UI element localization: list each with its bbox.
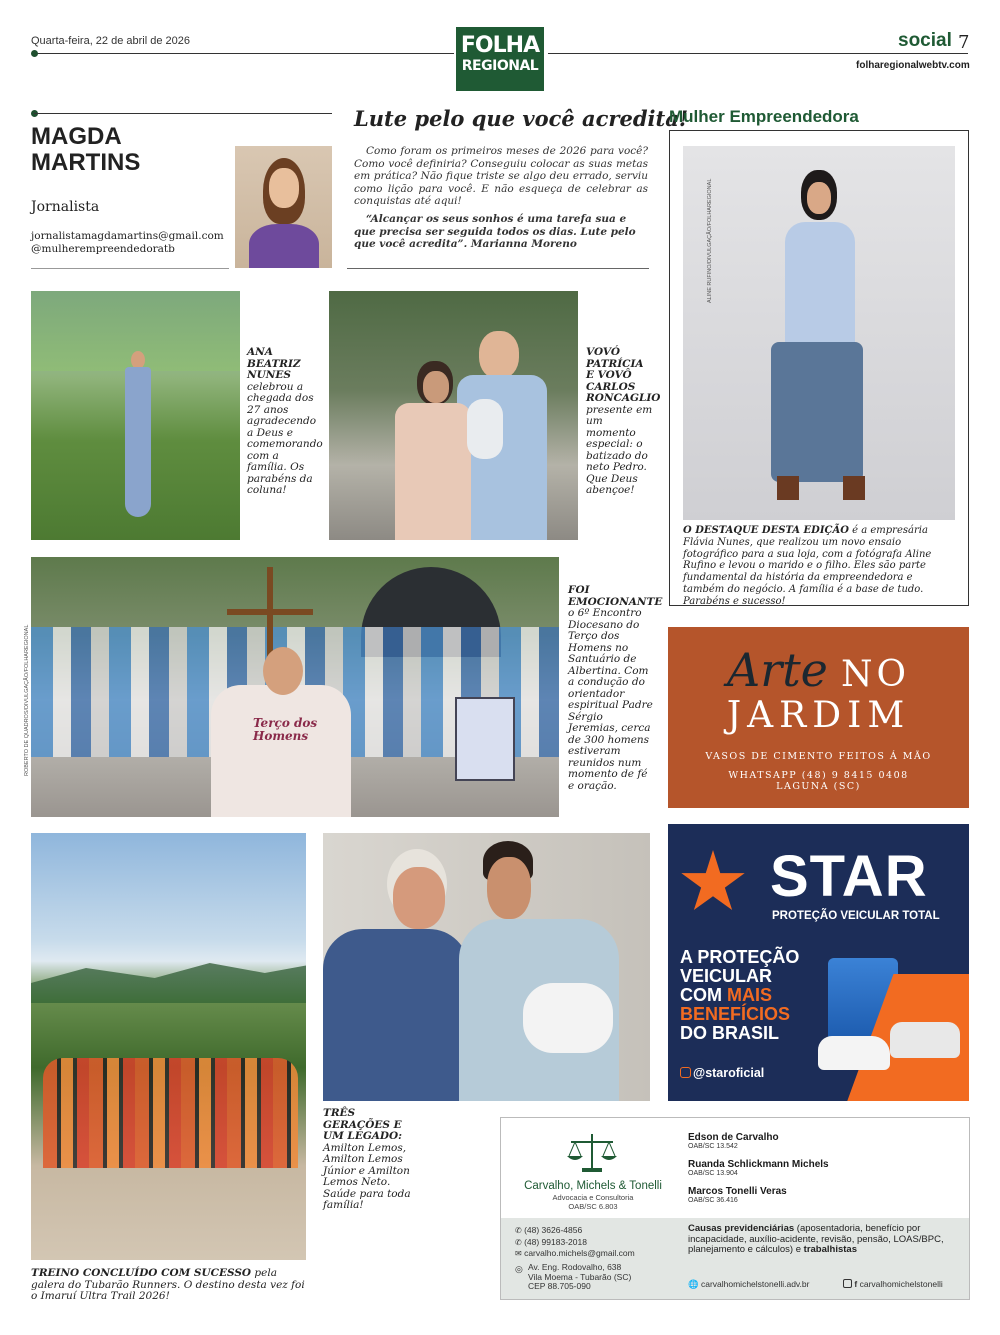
scales-icon — [565, 1132, 619, 1174]
mulher-caption-text: é a empresária Flávia Nunes, que realizou um novo ensaio fotográfico para a sua loja, com a fotógrafa Aline Rufino e levou o marido e o filho. Eles são parte fundamental da história da empreendedora e também do negócio. A família é a base de tudo. Parabéns e sucesso! — [683, 525, 932, 607]
columnist-portrait — [235, 146, 332, 268]
logo-top: FOLHA — [460, 33, 540, 58]
logo-bottom: REGIONAL — [461, 58, 539, 74]
editorial-rule — [347, 268, 649, 269]
vovo-caption-bold: VOVÓ PATRÍCIA E VOVÔ CARLOS RONCAGLIO — [586, 346, 661, 404]
columnist-bottom-rule — [31, 268, 229, 269]
section-name: social — [898, 30, 952, 51]
star-logo-icon — [680, 850, 746, 916]
lawyer-3-name: Marcos Tonelli Veras — [688, 1186, 787, 1197]
terco-shirt-print: Terço dos Homens — [253, 716, 318, 743]
law-address-1: Av. Eng. Rodovalho, 638 — [528, 1262, 622, 1272]
lawyer-2-oab: OAB/SC 13.904 — [688, 1170, 738, 1177]
terco-caption — [568, 584, 663, 792]
ad-arte-word: Arte — [726, 643, 828, 697]
ad-arte-city: LAGUNA (SC) — [776, 781, 861, 792]
mulher-caption-bold: O DESTAQUE DESTA EDIÇÃO — [683, 525, 849, 536]
instagram-icon — [680, 1067, 691, 1078]
editorial-quote: “Alcançar os seus sonhos é uma tarefa sua e que precisa ser seguida todos os dias. Lute pelo que você acredita”. Marianna Moreno — [354, 213, 636, 250]
header-dot — [31, 50, 38, 57]
ad-arte-tagline: VASOS DE CIMENTO FEITOS Á MÃO — [705, 751, 932, 762]
terco-photo-credit: ROBERTO DE QUADROS/DIVULGAÇÃO/FOLHAREGIONAL — [24, 624, 30, 776]
law-insta[interactable]: carvalhomichelstonelli — [859, 1279, 943, 1289]
ad-law-firm[interactable] — [500, 1117, 970, 1300]
treino-caption-text: pela galera do Tubarão Runners. O destino desta vez foi o Imaruí Ultra Trail 2026! — [31, 1267, 305, 1302]
ad-jardim-word: JARDIM — [726, 695, 911, 736]
columnist-role: Jornalista — [31, 199, 100, 215]
terco-caption-bold: FOI EMOCIONANTE — [568, 584, 663, 608]
ad-arte-no-jardim[interactable] — [668, 627, 969, 808]
tres-caption — [323, 1108, 423, 1212]
globe-icon: 🌐 — [688, 1279, 699, 1289]
ana-photo — [31, 291, 240, 540]
ana-caption — [247, 346, 323, 497]
star-line-2: VEICULAR — [680, 966, 773, 986]
columnist-name — [31, 124, 140, 176]
law-firm-name: Carvalho, Michels & Tonelli — [524, 1180, 662, 1192]
law-areas-b1: Causas previdenciárias — [688, 1223, 795, 1234]
tres-caption-bold: TRÊS GERAÇÕES E UM LEGADO: — [323, 1107, 403, 1142]
phone-icon: ✆ — [515, 1226, 522, 1235]
vovo-caption-text: presente em um momento especial: o batizado do neto Pedro. Que Deus abençoe! — [586, 403, 653, 496]
lawyer-1-name: Edson de Carvalho — [688, 1132, 779, 1143]
law-cep: CEP 88.705-090 — [528, 1281, 591, 1291]
columnist-rule — [34, 113, 332, 114]
vovo-photo — [329, 291, 578, 540]
star-line-1: A PROTEÇÃO — [680, 947, 800, 967]
instagram-icon — [843, 1279, 852, 1288]
law-phone[interactable]: (48) 3626-4856 — [524, 1225, 583, 1235]
columnist-name-1: MAGDA — [31, 123, 122, 150]
facebook-icon: f — [854, 1279, 858, 1289]
law-areas-text: (aposentadoria, benefício por incapacidade, auxílio-acidente, revisão, pensão, LOAS/BPC, planejamento e cálculos) e — [688, 1223, 944, 1255]
law-areas-b2: trabalhistas — [803, 1244, 857, 1255]
editorial-title: Lute pelo que você acredita! — [354, 106, 689, 131]
lawyer-2-name: Ruanda Schlickmann Michels — [688, 1159, 829, 1170]
mulher-caption — [683, 525, 955, 608]
law-address-2: Vila Moema - Tubarão (SC) — [528, 1271, 632, 1282]
header-date: Quarta-feira, 22 de abril de 2026 — [31, 35, 190, 47]
columnist-email[interactable]: jornalistamagdamartins@gmail.com — [31, 230, 224, 242]
ad-star[interactable] — [668, 824, 969, 1101]
star-subtitle: PROTEÇÃO VEICULAR TOTAL — [772, 910, 940, 922]
treino-photo — [31, 833, 306, 1260]
terco-photo — [31, 557, 559, 817]
lawyer-1-oab: OAB/SC 13.542 — [688, 1143, 738, 1150]
header-rule-left — [34, 53, 454, 54]
terco-caption-text: o 6º Encontro Diocesano do Terço dos Homens no Santuário de Albertina. Com a condução do orientador espiritual Padre Sérgio Jeremias, cerca de 300 homens estiveram reunidos num momento de fé e oração. — [568, 607, 653, 792]
star-line-5: DO BRASIL — [680, 1023, 779, 1043]
vovo-caption — [586, 346, 661, 497]
tres-geracoes-photo — [323, 833, 650, 1101]
whatsapp-icon: ✆ — [515, 1237, 522, 1247]
star-line-3b: MAIS — [727, 985, 772, 1005]
law-whatsapp[interactable]: (48) 99183-2018 — [524, 1236, 587, 1247]
mulher-title: Mulher Empreendedora — [669, 107, 859, 126]
star-handle[interactable]: @staroficial — [693, 1066, 765, 1080]
columnist-name-2: MARTINS — [31, 149, 141, 176]
ad-no-word: NO — [841, 654, 911, 695]
ana-caption-text: celebrou a chegada dos 27 anos agradecendo a Deus e comemorando com a família. Os parabéns da coluna! — [247, 380, 323, 496]
mulher-photo-credit: ALINE RUFINO/DIVULGAÇÃO/FOLHAREGIONAL — [707, 178, 713, 303]
treino-caption — [31, 1268, 306, 1303]
ana-caption-bold: ANA BEATRIZ NUNES — [247, 346, 301, 381]
law-firm-sub: Advocacia e Consultoria — [552, 1193, 634, 1202]
law-areas — [688, 1224, 950, 1256]
columnist-instagram[interactable]: @mulherempreendedoratb — [31, 243, 175, 255]
editorial-body: Como foram os primeiros meses de 2026 para você? Como você definiria? Conseguiu colocar as suas metas em prática? Não fique triste se algo deu errado, serviu como lição para você. E não esqueça de celebrar as conquistas até aqui! — [354, 145, 648, 207]
star-line-4: BENEFÍCIOS — [680, 1004, 791, 1024]
mulher-photo — [683, 146, 955, 520]
mail-icon: ✉ — [515, 1249, 522, 1258]
star-car-image — [818, 1036, 890, 1070]
newspaper-logo — [456, 27, 544, 91]
star-pickup-image — [890, 1022, 960, 1058]
lawyer-3-oab: OAB/SC 36.416 — [688, 1197, 738, 1204]
law-email[interactable]: carvalho.michels@gmail.com — [524, 1248, 635, 1258]
page-number: 7 — [958, 32, 970, 53]
law-firm-oab: OAB/SC 6.803 — [568, 1202, 618, 1211]
tres-caption-text: Amilton Lemos, Amilton Lemos Júnior e Amilton Lemos Neto. Saúde para toda família! — [323, 1141, 411, 1211]
location-pin-icon: ◎ — [515, 1264, 523, 1274]
ad-arte-whatsapp: WHATSAPP (48) 9 8415 0408 — [728, 770, 909, 781]
header-rule-right — [548, 53, 968, 54]
treino-caption-bold: TREINO CONCLUÍDO COM SUCESSO — [31, 1267, 252, 1279]
star-brand: STAR — [770, 844, 928, 909]
website: folharegionalwebtv.com — [856, 60, 970, 71]
law-site[interactable]: carvalhomichelstonelli.adv.br — [700, 1279, 810, 1289]
star-line-3a: COM — [680, 985, 727, 1005]
